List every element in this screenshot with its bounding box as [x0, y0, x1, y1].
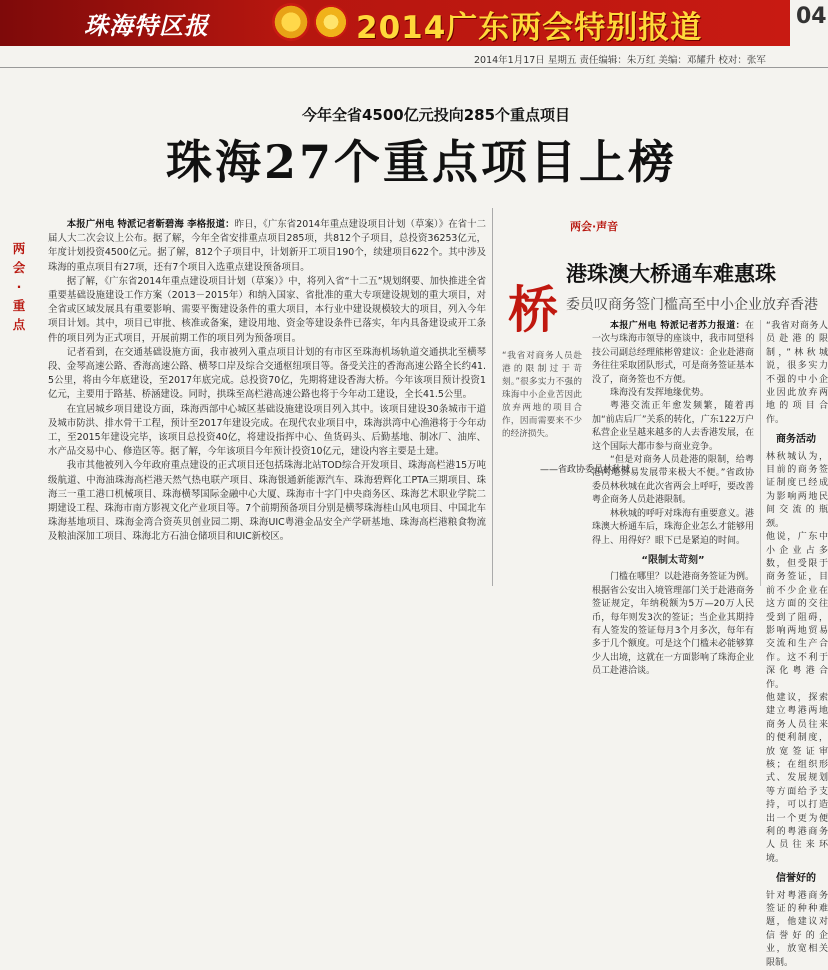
dateline: 2014年1月17日 星期五 责任编辑：朱万红 美编：邓耀升 校对：张军	[474, 55, 766, 66]
article-paragraph: 记者看到，在交通基础设施方面，我市被列入重点项目计划的有市区至珠海机场轨道交通拱北至横琴段、金琴高速公路、香海高速公路、横琴口岸及综合交通枢纽项目等。备受关注的香海高速公路全长约41.5公里，将由今年底建设，至2017年底完成。总投资70亿，先期将建设香海大桥。今年该项目预计投资1亿元，主要用于路基、桥涵建设。同时，拱珠至高栏港高速公路也将于今年动工建设，全长41.5公里。	[48, 346, 486, 401]
section-logo: 珠海特区报	[84, 11, 209, 40]
banner-title: 2014广东两会特别报道	[356, 10, 703, 46]
side-mid-heading: 商务活动	[776, 434, 816, 446]
side-paragraph: “但是对商务人员赴港的限制，给粤港两地贸易发展带来极大不便。”省政协委员林秋城在此次省两会上呼吁，要改善粤企商务人员赴港限制。	[592, 455, 755, 506]
column-tag-char: 点	[12, 317, 26, 332]
column-tag	[2, 240, 36, 335]
side-paragraph: 林秋城认为，目前的商务签证制度已经成为影响两地民间交流的瓶颈。	[766, 451, 828, 529]
side-big-char: 桥	[508, 280, 558, 339]
side-article-body	[592, 320, 754, 679]
article-paragraph: 我市其他被列入今年政府重点建设的正式项目还包括珠海北站TOD综合开发项目、珠海高栏港15万吨级航道、中海油珠海高栏港天然气热电联产项目、珠海银通新能源汽车、珠海碧辉化工PTA三期项目、珠海三一重工港口机械项目、珠海横琴国际金融中心大厦、珠海市十字门中央商务区、珠海艺术职业学院二期建设工程、珠海市南方影视文化产业项目等。7个前期预备项目分别是横琴珠海桂山风电项目、中国北车珠海基地项目、珠海金湾合资英贝创业园二期、珠海UIC粤港金品安全产学研基地、珠海高栏港粮食物流及粮油深加工项目、珠海北方石油仓储项目和UIC新校区。	[48, 460, 486, 543]
side-section-tag: 两会·声音	[570, 220, 619, 233]
side-subhead: 委员叹商务签门槛高至中小企业放弃香港	[566, 297, 818, 313]
side-paragraph: 门槛在哪里？以赴港商务签证为例。根据省公安出入境管理部门关于赴港商务签证规定，年纳税额为5万—20万人民币，每年则发3次的签证；当企业其期持有人签发的签证每月3个月多次，每年有多于几个额度。可是这个门槛未必能够算少人出境，这就在一方面影响了珠海企业员工赴港洽谈。	[592, 572, 755, 677]
page-number: 04	[796, 4, 827, 29]
side-paragraph: 珠海没有发挥地缘优势。	[610, 388, 710, 399]
side-paragraph: 他建议，探索建立粤港两地商务人员往来的便利制度，放宽签证审核；在组织形式、发展规划等方面给予支持，可以打造出一个更为便利的粤港商务人员往来环境。	[766, 692, 828, 864]
side-paragraph: 他说，广东中小企业占多数，但受限于商务签证，目前不少企业在这方面的交往受到了阻碍，影响两地贸易交流和生产合作。这不利于深化粤港合作。	[766, 532, 828, 690]
article-paragraph: 据了解，《广东省2014年重点建设项目计划（草案）》中，将列入省“十二五”规划纲要、加快推进全省重要基础设施建设工作方案（2013－2015年）和纳入国家、省批准的重大专项建设规划的重大项目，对全省或区域发展具有重要影响、需要平衡建设条件的重大项目，本行业中建设规模较大的项目，列入今年项目计划。其中，项目已审批、核准或备案，建设用地、资金等建设条件已落实，年内具备建设或开工条件的项目列为正式项目，开展前期工作的项目列为预备项目。	[48, 275, 486, 344]
column-tag-char: ·	[16, 279, 22, 294]
main-article-body	[48, 218, 486, 545]
header-rule	[0, 67, 828, 68]
pull-quote-source: ——省政协委员林秋城	[540, 465, 631, 475]
main-subhead: 今年全省4500亿元投向285个重点项目	[302, 106, 571, 124]
side-paragraph: 粤港交流正年愈发频繁，随着再加“前店后厂”关系的转化，广东122万户私营企业呈越来越多的人去香港发展，在这个国际大都市参与商业竞争。	[592, 401, 755, 452]
main-headline: 珠海27个重点项目上榜	[166, 135, 678, 189]
side-mid-heading: 信誉好的	[776, 873, 816, 885]
article-paragraph	[48, 218, 486, 275]
column-tag-char: 会	[12, 260, 26, 275]
side-paragraph: “我省对商务人员赴港的限制，”林秋城说，很多实力不强的中小企业因此放弃两地的项目合作。	[766, 321, 828, 425]
cppcc-emblem-icon	[314, 5, 348, 39]
column-tag-char: 重	[12, 298, 26, 313]
side-paragraph: 林秋城的呼吁对珠海有重要意义。港珠澳大桥通车后，珠海企业怎么才能够用得上、用得好？眼下已是紧迫的时间。	[592, 508, 755, 546]
masthead-banner	[0, 0, 790, 46]
article-byline: 本报广州电 特派记者靳碧海 李格报道：	[66, 219, 235, 230]
side-byline: 本报广州电 特派记者苏力报道：	[610, 321, 745, 331]
side-headline: 港珠澳大桥通车难惠珠	[566, 262, 776, 286]
article-paragraph-text: 昨日，《广东省2014年重点建设项目计划（草案）》在省十二届人大二次会议上公布。据了解，今年全省安排重点项目285项，共812个子项目，总投资36253亿元，年度计划投资4500亿元。据了解，812个子项目中，计划新开工项目190个，续建项目622个。其中涉及珠海的重点项目有27项，还有7个项目入选重点建设预备项目。	[48, 219, 486, 273]
national-emblem-icon	[272, 3, 310, 41]
column-divider	[760, 320, 761, 586]
pull-quote: “我省对商务人员赴港的限制过于苛刻。”很多实力不强的珠海中小企业苦因此放弃两地的项目合作，因而需要来不少的经济损失。	[502, 351, 582, 439]
article-paragraph: 在宜居城乡项目建设方面，珠海西部中心城区基础设施建设项目列入其中。该项目建设30条城市干道及城市防洪、排水骨干工程，预计至2017年建设完成。在现代农业项目中，珠海洪湾中心渔港将于今年动工，至2015年建设完毕，该项目总投资40亿，将建设指挥中心、鱼货码头、后勤基地、制冰厂、油库、水产品交易中心、修造区等。据了解，今年该项目今年预计投资10亿元，建设内容主要是土建。	[48, 403, 486, 458]
column-divider	[492, 208, 493, 586]
side-paragraph-text: 在一次与珠海市领导的座谈中，我市同望科技公司副总经理熊彬曾建议：企业赴港商务往往采取团队形式，可是商务签证基本没了，商务签也不方便。	[592, 321, 755, 385]
side-paragraph	[592, 320, 754, 387]
side-section-title: “限制太苛刻”	[641, 554, 705, 566]
side-article-column-3	[766, 320, 828, 968]
side-paragraph: 针对粤港商务签证的种种难题，他建议对信誉好的企业，放宽相关限制。	[766, 890, 828, 968]
column-tag-char: 两	[12, 241, 26, 256]
